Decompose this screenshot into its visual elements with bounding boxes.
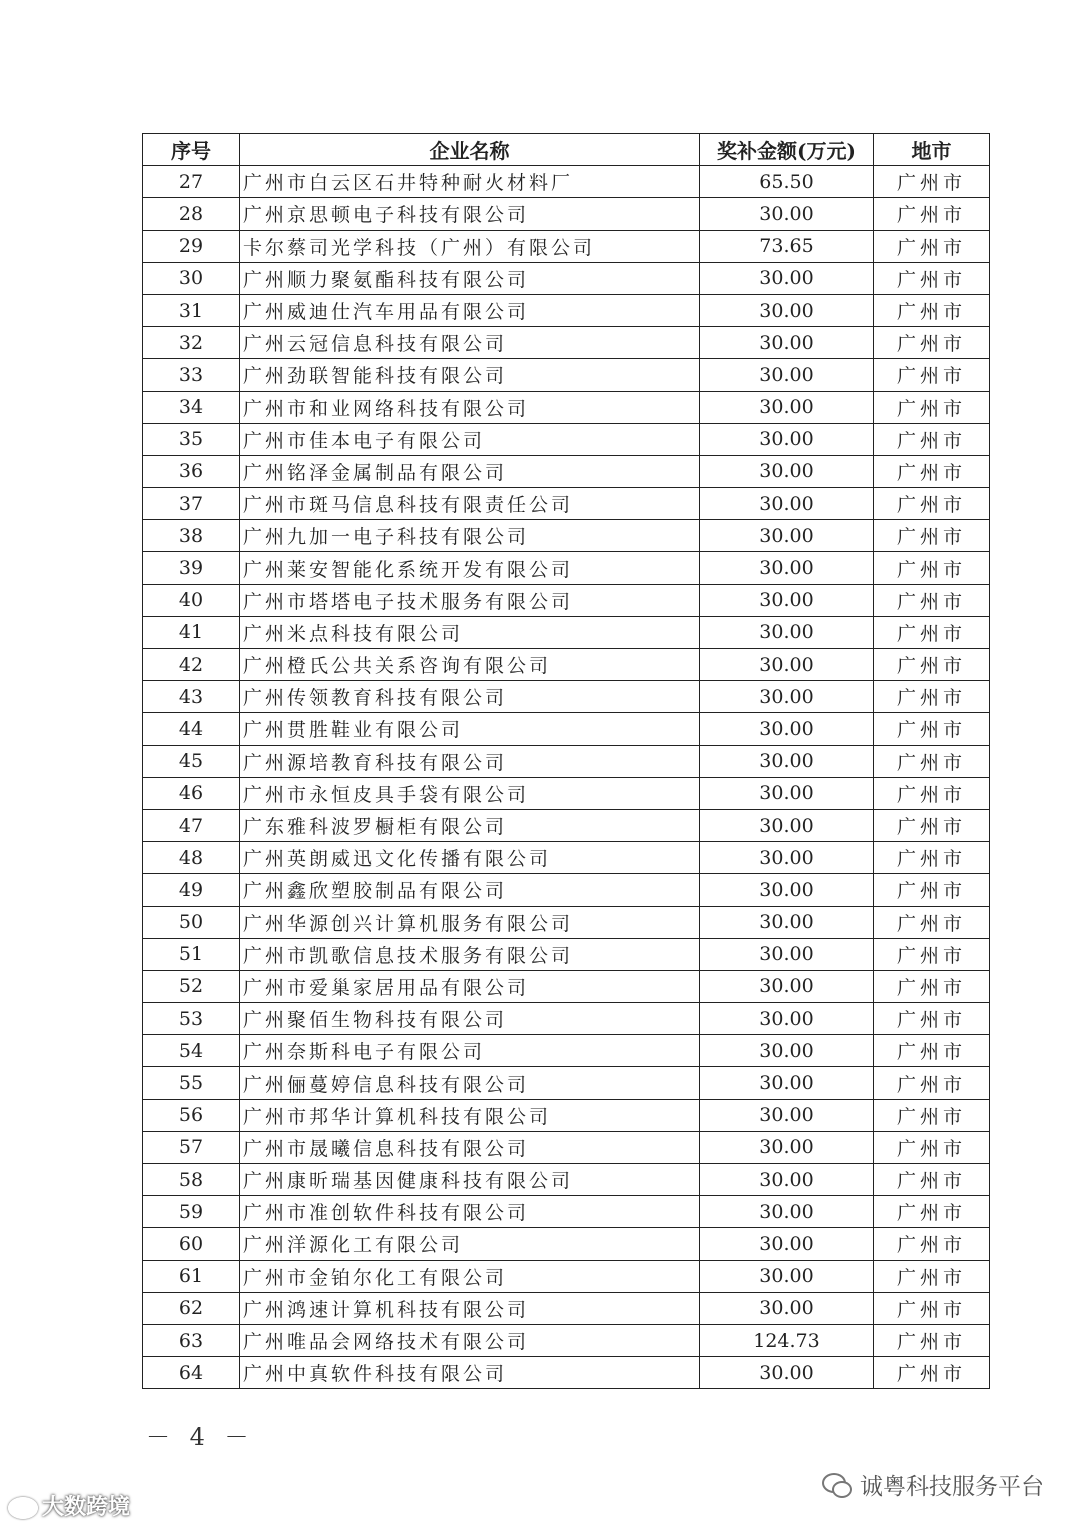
row-amount-cell: 30.00	[700, 1099, 874, 1131]
row-city-cell: 广州市	[874, 1324, 990, 1356]
table-row	[143, 520, 990, 552]
row-name-cell: 广州唯品会网络技术有限公司	[240, 1324, 700, 1356]
row-amount-cell: 30.00	[700, 455, 874, 487]
row-name-cell: 广州莱安智能化系统开发有限公司	[240, 552, 700, 584]
table-row	[143, 874, 990, 906]
table-row	[143, 1260, 990, 1292]
row-amount-cell: 30.00	[700, 1164, 874, 1196]
row-city-cell: 广州市	[874, 938, 990, 970]
row-city-cell: 广州市	[874, 1292, 990, 1324]
row-amount-cell: 30.00	[700, 359, 874, 391]
row-city-cell: 广州市	[874, 294, 990, 326]
row-no-cell: 45	[143, 745, 240, 777]
row-city-cell: 广州市	[874, 874, 990, 906]
table-row	[143, 938, 990, 970]
table-row	[143, 359, 990, 391]
row-amount-cell: 30.00	[700, 423, 874, 455]
row-amount-cell: 30.00	[700, 745, 874, 777]
table-row	[143, 1164, 990, 1196]
row-city-cell: 广州市	[874, 842, 990, 874]
table-row	[143, 455, 990, 487]
row-no-cell: 49	[143, 874, 240, 906]
table-row	[143, 423, 990, 455]
row-no-cell: 50	[143, 906, 240, 938]
row-amount-cell: 30.00	[700, 294, 874, 326]
row-no-cell: 30	[143, 262, 240, 294]
table-row	[143, 681, 990, 713]
row-no-cell: 53	[143, 1003, 240, 1035]
row-name-cell: 广州市白云区石井特种耐火材料厂	[240, 166, 700, 198]
row-amount-cell: 30.00	[700, 1357, 874, 1389]
table-row	[143, 616, 990, 648]
row-city-cell: 广州市	[874, 906, 990, 938]
table-row	[143, 1067, 990, 1099]
row-city-cell: 广州市	[874, 1131, 990, 1163]
row-city-cell: 广州市	[874, 327, 990, 359]
row-no-cell: 44	[143, 713, 240, 745]
row-amount-cell: 30.00	[700, 1260, 874, 1292]
table-row	[143, 1228, 990, 1260]
row-amount-cell: 30.00	[700, 938, 874, 970]
table-row	[143, 488, 990, 520]
row-city-cell: 广州市	[874, 1035, 990, 1067]
row-no-cell: 64	[143, 1357, 240, 1389]
table-header-row	[143, 134, 990, 166]
row-no-cell: 52	[143, 970, 240, 1002]
row-amount-cell: 30.00	[700, 1292, 874, 1324]
watermark-left-text: 大数跨境	[42, 1495, 131, 1520]
row-amount-cell: 73.65	[700, 230, 874, 262]
row-name-cell: 广州铭泽金属制品有限公司	[240, 455, 700, 487]
table-row	[143, 970, 990, 1002]
row-amount-cell: 30.00	[700, 1035, 874, 1067]
table-row	[143, 166, 990, 198]
row-amount-cell: 30.00	[700, 1003, 874, 1035]
table-row	[143, 1357, 990, 1389]
row-amount-cell: 30.00	[700, 391, 874, 423]
row-no-cell: 27	[143, 166, 240, 198]
row-no-cell: 48	[143, 842, 240, 874]
row-city-cell: 广州市	[874, 745, 990, 777]
wechat-icon	[822, 1473, 852, 1497]
row-name-cell: 广州威迪仕汽车用品有限公司	[240, 294, 700, 326]
row-city-cell: 广州市	[874, 488, 990, 520]
row-city-cell: 广州市	[874, 713, 990, 745]
row-city-cell: 广州市	[874, 1164, 990, 1196]
row-no-cell: 37	[143, 488, 240, 520]
row-city-cell: 广州市	[874, 1067, 990, 1099]
row-city-cell: 广州市	[874, 166, 990, 198]
row-no-cell: 38	[143, 520, 240, 552]
row-name-cell: 广东雅科波罗橱柜有限公司	[240, 809, 700, 841]
row-name-cell: 广州市爱巢家居用品有限公司	[240, 970, 700, 1002]
row-city-cell: 广州市	[874, 520, 990, 552]
row-name-cell: 广州京思顿电子科技有限公司	[240, 198, 700, 230]
row-no-cell: 58	[143, 1164, 240, 1196]
row-name-cell: 广州市邦华计算机科技有限公司	[240, 1099, 700, 1131]
row-no-cell: 35	[143, 423, 240, 455]
row-no-cell: 60	[143, 1228, 240, 1260]
row-no-cell: 42	[143, 649, 240, 681]
row-no-cell: 55	[143, 1067, 240, 1099]
row-name-cell: 广州鑫欣塑胶制品有限公司	[240, 874, 700, 906]
row-city-cell: 广州市	[874, 198, 990, 230]
row-city-cell: 广州市	[874, 649, 990, 681]
table-row	[143, 1131, 990, 1163]
row-amount-cell: 124.73	[700, 1324, 874, 1356]
row-amount-cell: 30.00	[700, 616, 874, 648]
row-city-cell: 广州市	[874, 809, 990, 841]
row-amount-cell: 30.00	[700, 713, 874, 745]
row-no-cell: 39	[143, 552, 240, 584]
table-row	[143, 842, 990, 874]
row-name-cell: 广州康昕瑞基因健康科技有限公司	[240, 1164, 700, 1196]
row-name-cell: 广州市准创软件科技有限公司	[240, 1196, 700, 1228]
table-row	[143, 906, 990, 938]
row-city-cell: 广州市	[874, 1260, 990, 1292]
enterprise-subsidy-table	[142, 133, 990, 1389]
header-no: 序号	[143, 134, 240, 166]
row-name-cell: 广州鸿速计算机科技有限公司	[240, 1292, 700, 1324]
row-city-cell: 广州市	[874, 423, 990, 455]
row-no-cell: 61	[143, 1260, 240, 1292]
watermark-left	[8, 1490, 130, 1521]
table-row	[143, 262, 990, 294]
table-row	[143, 198, 990, 230]
row-amount-cell: 30.00	[700, 262, 874, 294]
table-row	[143, 327, 990, 359]
row-no-cell: 56	[143, 1099, 240, 1131]
table-row	[143, 230, 990, 262]
row-no-cell: 41	[143, 616, 240, 648]
row-amount-cell: 30.00	[700, 1228, 874, 1260]
table-row	[143, 649, 990, 681]
row-city-cell: 广州市	[874, 584, 990, 616]
row-amount-cell: 30.00	[700, 198, 874, 230]
table-row	[143, 809, 990, 841]
row-name-cell: 广州市塔塔电子技术服务有限公司	[240, 584, 700, 616]
row-no-cell: 47	[143, 809, 240, 841]
row-amount-cell: 30.00	[700, 906, 874, 938]
row-city-cell: 广州市	[874, 552, 990, 584]
row-name-cell: 广州传领教育科技有限公司	[240, 681, 700, 713]
table-row	[143, 1035, 990, 1067]
row-no-cell: 36	[143, 455, 240, 487]
table-row	[143, 552, 990, 584]
header-amount: 奖补金额(万元)	[700, 134, 874, 166]
row-no-cell: 28	[143, 198, 240, 230]
row-city-cell: 广州市	[874, 1003, 990, 1035]
row-name-cell: 卡尔蔡司光学科技（广州）有限公司	[240, 230, 700, 262]
row-name-cell: 广州源培教育科技有限公司	[240, 745, 700, 777]
row-city-cell: 广州市	[874, 262, 990, 294]
row-no-cell: 63	[143, 1324, 240, 1356]
row-amount-cell: 30.00	[700, 327, 874, 359]
row-city-cell: 广州市	[874, 681, 990, 713]
row-city-cell: 广州市	[874, 616, 990, 648]
table-row	[143, 745, 990, 777]
row-no-cell: 29	[143, 230, 240, 262]
row-no-cell: 46	[143, 777, 240, 809]
row-amount-cell: 30.00	[700, 520, 874, 552]
row-name-cell: 广州劲联智能科技有限公司	[240, 359, 700, 391]
row-city-cell: 广州市	[874, 1196, 990, 1228]
header-city: 地市	[874, 134, 990, 166]
row-no-cell: 62	[143, 1292, 240, 1324]
row-name-cell: 广州市永恒皮具手袋有限公司	[240, 777, 700, 809]
row-amount-cell: 30.00	[700, 681, 874, 713]
row-city-cell: 广州市	[874, 970, 990, 1002]
row-name-cell: 广州中真软件科技有限公司	[240, 1357, 700, 1389]
row-name-cell: 广州市晟曦信息科技有限公司	[240, 1131, 700, 1163]
row-name-cell: 广州九加一电子科技有限公司	[240, 520, 700, 552]
row-no-cell: 54	[143, 1035, 240, 1067]
row-amount-cell: 30.00	[700, 777, 874, 809]
row-no-cell: 57	[143, 1131, 240, 1163]
table-row	[143, 584, 990, 616]
table-row	[143, 1324, 990, 1356]
row-name-cell: 广州聚佰生物科技有限公司	[240, 1003, 700, 1035]
row-city-cell: 广州市	[874, 1228, 990, 1260]
row-amount-cell: 30.00	[700, 552, 874, 584]
row-city-cell: 广州市	[874, 777, 990, 809]
row-amount-cell: 30.00	[700, 649, 874, 681]
row-no-cell: 40	[143, 584, 240, 616]
table-row	[143, 713, 990, 745]
row-amount-cell: 30.00	[700, 488, 874, 520]
row-city-cell: 广州市	[874, 1099, 990, 1131]
row-city-cell: 广州市	[874, 1357, 990, 1389]
row-name-cell: 广州俪蔓婷信息科技有限公司	[240, 1067, 700, 1099]
row-no-cell: 34	[143, 391, 240, 423]
row-no-cell: 43	[143, 681, 240, 713]
row-name-cell: 广州奈斯科电子有限公司	[240, 1035, 700, 1067]
watermark-right-text: 诚粤科技服务平台	[860, 1474, 1044, 1500]
row-amount-cell: 30.00	[700, 970, 874, 1002]
row-no-cell: 33	[143, 359, 240, 391]
row-name-cell: 广州市佳本电子有限公司	[240, 423, 700, 455]
row-no-cell: 51	[143, 938, 240, 970]
row-no-cell: 31	[143, 294, 240, 326]
row-name-cell: 广州市金铂尔化工有限公司	[240, 1260, 700, 1292]
enterprise-table-container	[142, 133, 989, 1389]
table-row	[143, 294, 990, 326]
row-amount-cell: 65.50	[700, 166, 874, 198]
row-name-cell: 广州市凯歌信息技术服务有限公司	[240, 938, 700, 970]
table-row	[143, 1292, 990, 1324]
row-city-cell: 广州市	[874, 359, 990, 391]
page-number: － 4 －	[146, 1423, 255, 1451]
table-row	[143, 391, 990, 423]
row-name-cell: 广州洋源化工有限公司	[240, 1228, 700, 1260]
row-amount-cell: 30.00	[700, 1131, 874, 1163]
row-name-cell: 广州华源创兴计算机服务有限公司	[240, 906, 700, 938]
watermark-right	[822, 1468, 1044, 1501]
row-name-cell: 广州云冠信息科技有限公司	[240, 327, 700, 359]
row-city-cell: 广州市	[874, 391, 990, 423]
row-city-cell: 广州市	[874, 230, 990, 262]
row-name-cell: 广州米点科技有限公司	[240, 616, 700, 648]
row-no-cell: 32	[143, 327, 240, 359]
header-name: 企业名称	[240, 134, 700, 166]
row-name-cell: 广州市和业网络科技有限公司	[240, 391, 700, 423]
row-name-cell: 广州橙氏公共关系咨询有限公司	[240, 649, 700, 681]
row-city-cell: 广州市	[874, 455, 990, 487]
row-name-cell: 广州顺力聚氨酯科技有限公司	[240, 262, 700, 294]
table-row	[143, 1196, 990, 1228]
brand-logo-icon	[8, 1497, 38, 1519]
row-amount-cell: 30.00	[700, 1067, 874, 1099]
row-no-cell: 59	[143, 1196, 240, 1228]
row-amount-cell: 30.00	[700, 809, 874, 841]
row-amount-cell: 30.00	[700, 842, 874, 874]
table-row	[143, 777, 990, 809]
table-row	[143, 1099, 990, 1131]
row-name-cell: 广州贯胜鞋业有限公司	[240, 713, 700, 745]
row-name-cell: 广州市斑马信息科技有限责任公司	[240, 488, 700, 520]
row-name-cell: 广州英朗威迅文化传播有限公司	[240, 842, 700, 874]
table-row	[143, 1003, 990, 1035]
row-amount-cell: 30.00	[700, 874, 874, 906]
row-amount-cell: 30.00	[700, 584, 874, 616]
row-amount-cell: 30.00	[700, 1196, 874, 1228]
